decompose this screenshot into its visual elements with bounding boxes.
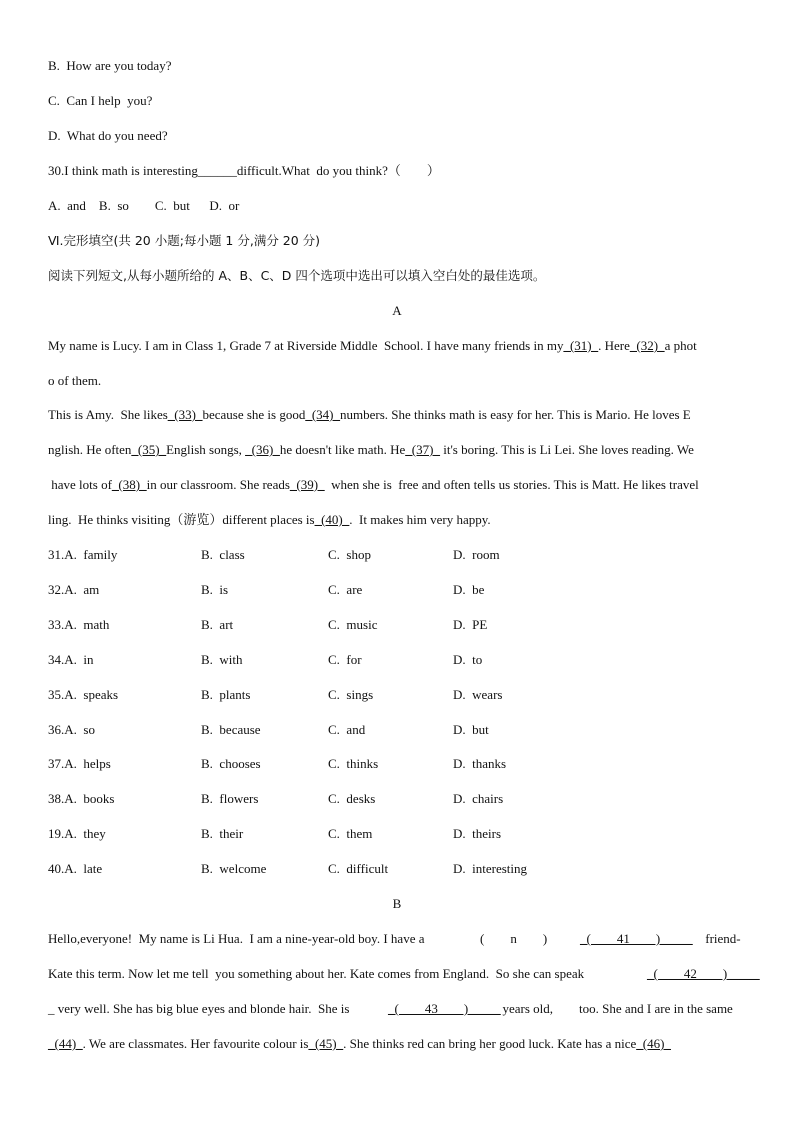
option-b: B. plants <box>201 687 251 702</box>
blank-39: _(39)_ <box>289 477 325 492</box>
option-b: B. chooses <box>201 756 261 771</box>
text: ling. He thinks visiting（游览）different places is <box>48 512 315 527</box>
section-6-title: Ⅵ.完形填空(共 20 小题;每小题 1 分,满分 20 分) <box>48 233 321 248</box>
option-b: B. their <box>201 826 244 841</box>
passage-b-label: B <box>392 896 402 911</box>
option-b: B. welcome <box>201 861 267 876</box>
blank-31: _(31)_ <box>563 338 599 353</box>
text: he doesn't like math. He <box>279 442 406 457</box>
blank-38: _(38)_ <box>111 477 147 492</box>
option-a: 40.A. late <box>48 861 103 876</box>
option-d: D. interesting <box>453 861 528 876</box>
passage-b-line-1-text: Hello,everyone! My name is Li Hua. I am a nine-year-old boy. I have a <box>48 931 425 946</box>
option-c: C. sings <box>328 687 374 702</box>
text: English songs, <box>166 442 246 457</box>
blank-45: _(45)_ <box>308 1036 344 1051</box>
option-d: D. room <box>453 547 500 562</box>
passage-b-line-4 <box>48 1036 748 1052</box>
option-c: C. them <box>328 826 373 841</box>
option-a: 32.A. am <box>48 582 100 597</box>
blank-35: _(35)_ <box>131 442 167 457</box>
option-c: C. desks <box>328 791 376 806</box>
section-6-instruction: 阅读下列短文,从每小题所给的 A、B、C、D 四个选项中选出可以填入空白处的最佳选项。 <box>48 268 546 283</box>
option-c: C. difficult <box>328 861 389 876</box>
q30-stem <box>48 163 440 179</box>
blank-43: _( 43 )_____ <box>388 1001 501 1016</box>
text: . We are classmates. Her favourite colour is <box>82 1036 309 1051</box>
option-a: 34.A. in <box>48 652 94 667</box>
text: o of them. <box>48 373 102 388</box>
blank-40: _(40)_ <box>314 512 350 527</box>
passage-a-line-1 <box>48 338 748 354</box>
option-a: 37.A. helps <box>48 756 111 771</box>
text: My name is Lucy. I am in Class 1, Grade 7 at Riverside Middle School. I have many friends in my <box>48 338 564 353</box>
option-c: C. thinks <box>328 756 379 771</box>
option-a: 31.A. family <box>48 547 118 562</box>
text: nglish. He often <box>48 442 132 457</box>
option-b: B. is <box>201 582 229 597</box>
passage-a-line-3 <box>48 407 748 423</box>
passage-a-label: A <box>392 303 402 318</box>
option-c: C. for <box>328 652 362 667</box>
option-b: B. art <box>201 617 234 632</box>
q29-option-c: C. Can I help you? <box>48 93 153 108</box>
option-d: D. be <box>453 582 485 597</box>
passage-b-line-2-text: Kate this term. Now let me tell you something about her. Kate comes from England. So she can speak <box>48 966 585 981</box>
q29-option-d: D. What do you need? <box>48 128 168 143</box>
option-d: D. PE <box>453 617 488 632</box>
text: it's boring. This is Li Lei. She loves reading. We <box>439 442 694 457</box>
blank-37: _(37)_ <box>405 442 440 457</box>
text: numbers. She thinks math is easy for her. This is Mario. He loves E <box>340 407 691 422</box>
option-b: B. with <box>201 652 243 667</box>
blank-33: _(33)_ <box>167 407 203 422</box>
text: . She thinks red can bring her good luck. Kate has a nice <box>343 1036 637 1051</box>
option-d: D. wears <box>453 687 503 702</box>
text: in our classroom. She reads <box>146 477 290 492</box>
text: . Here <box>598 338 630 353</box>
blank-32: _(32)_ <box>629 338 665 353</box>
blank-44: _(44)_ <box>48 1036 83 1051</box>
q30-options: A. and B. so C. but D. or <box>48 198 240 213</box>
passage-b-line-3-text: _ very well. She has big blue eyes and blonde hair. She is <box>48 1001 350 1016</box>
text: This is Amy. She likes <box>48 407 168 422</box>
passage-b-line-3-end: years old, too. She and I are in the same <box>496 1001 733 1016</box>
option-d: D. but <box>453 722 489 737</box>
option-b: B. because <box>201 722 261 737</box>
option-b: B. flowers <box>201 791 259 806</box>
option-c: C. and <box>328 722 366 737</box>
q30-stem-after: difficult.What do you think?（ ） <box>236 163 440 178</box>
passage-a-line-2 <box>48 373 748 389</box>
blank-34: _(34)_ <box>305 407 341 422</box>
text: have lots of <box>48 477 112 492</box>
passage-b-line-1-end: friend- <box>702 931 741 946</box>
option-d: D. chairs <box>453 791 504 806</box>
text: because she is good <box>202 407 306 422</box>
blank-41: _( 41 )_____ <box>580 931 693 946</box>
option-a: 35.A. speaks <box>48 687 119 702</box>
blank-42: _( 42 )_____ <box>647 966 760 981</box>
option-c: C. music <box>328 617 378 632</box>
option-a: 38.A. books <box>48 791 115 806</box>
passage-a-line-5 <box>48 477 748 493</box>
option-d: D. theirs <box>453 826 502 841</box>
option-d: D. thanks <box>453 756 507 771</box>
passage-a-line-6 <box>48 512 748 528</box>
option-d: D. to <box>453 652 483 667</box>
option-c: C. are <box>328 582 363 597</box>
q30-stem-before: 30.I think math is interesting <box>48 163 198 178</box>
passage-a-line-4 <box>48 442 748 458</box>
q30-blank: ______ <box>197 163 237 178</box>
option-a: 33.A. math <box>48 617 110 632</box>
text: a phot <box>664 338 697 353</box>
option-b: B. class <box>201 547 245 562</box>
q29-option-b: B. How are you today? <box>48 58 172 73</box>
text: when she is free and often tells us stories. This is Matt. He likes travel <box>324 477 699 492</box>
blank-36: _(36)_ <box>245 442 280 457</box>
passage-b-hint-n: ( n ) <box>480 931 548 946</box>
blank-46: _(46)_ <box>636 1036 671 1051</box>
option-a: 36.A. so <box>48 722 95 737</box>
option-a: 19.A. they <box>48 826 106 841</box>
option-c: C. shop <box>328 547 371 562</box>
text: . It makes him very happy. <box>349 512 491 527</box>
